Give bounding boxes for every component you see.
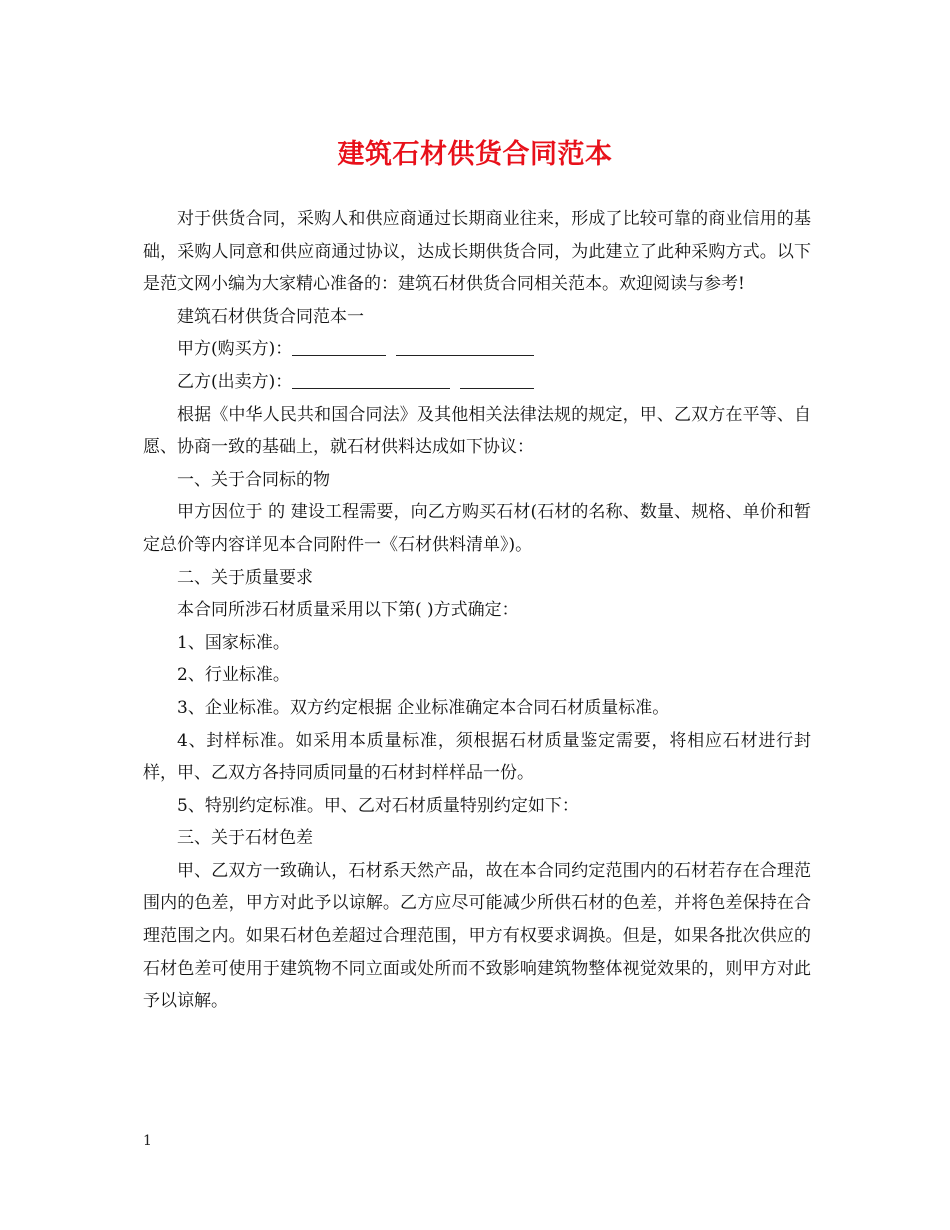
document-title: 建筑石材供货合同范本 [337,139,613,170]
page-number: 1 [143,1133,152,1149]
section-2-heading: 二、关于质量要求 [177,567,313,588]
section-2-item-4: 4、封样标准。如采用本质量标准，须根据石材质量鉴定需要，将相应石材进行封样，甲、乙双方各持同质同量的石材封样样品一份。 [143,730,811,784]
party-b-blank-1 [292,368,450,389]
section-2-item-1: 1、国家标准。 [177,632,290,653]
party-a-label: 甲方(购买方)： [177,339,293,360]
section-2-item-5: 5、特别约定标准。甲、乙对石材质量特别约定如下： [177,795,579,816]
section-2-item-3: 3、企业标准。双方约定根据 企业标准确定本合同石材质量标准。 [177,697,670,718]
party-a-line [143,333,811,366]
section-3-heading: 三、关于石材色差 [177,828,313,849]
basis-paragraph: 根据《中华人民共和国合同法》及其他相关法律法规的规定，甲、乙双方在平等、自愿、协商一致的基础上，就石材供料达成如下协议： [143,404,811,458]
sample-heading: 建筑石材供货合同范本一 [177,306,364,327]
section-3-body: 甲、乙双方一致确认，石材系天然产品，故在本合同约定范围内的石材若存在合理范围内的色差，甲方对此予以谅解。乙方应尽可能减少所供石材的色差，并将色差保持在合理范围之内。如果石材色差超过合理范围，甲方有权要求调换。但是，如果各批次供应的石材色差可使用于建筑物不同立面或处所而不致影响建筑物整体视觉效果的，则甲方对此予以谅解。 [143,860,811,1012]
section-2-intro: 本合同所涉石材质量采用以下第( )方式确定： [177,600,519,621]
section-1-body: 甲方因位于 的 建设工程需要，向乙方购买石材(石材的名称、数量、规格、单价和暂定总价等内容详见本合同附件一《石材供料清单》)。 [143,502,811,555]
document-body [143,203,811,1018]
party-b-line [143,366,811,399]
intro-paragraph: 对于供货合同，采购人和供应商通过长期商业往来，形成了比较可靠的商业信用的基础，采购人同意和供应商通过协议，达成长期供货合同，为此建立了此种采购方式。以下是范文网小编为大家精心准备的：建筑石材供货合同相关范本。欢迎阅读与参考! [143,209,811,295]
party-b-blank-2 [460,368,534,389]
section-1-heading: 一、关于合同标的物 [177,469,330,490]
party-a-blank-1 [292,335,386,356]
party-a-blank-2 [396,335,534,356]
section-2-item-2: 2、行业标准。 [177,665,290,686]
party-b-label: 乙方(出卖方)： [177,371,293,392]
